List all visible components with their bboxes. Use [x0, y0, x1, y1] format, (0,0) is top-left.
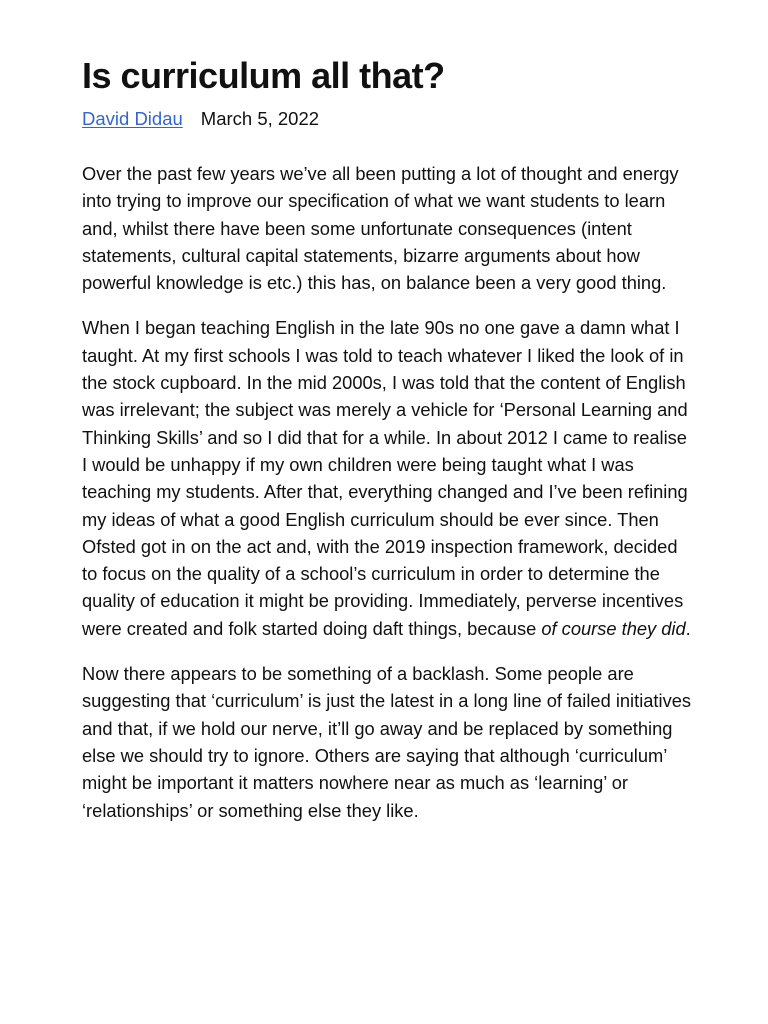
post-title: Is curriculum all that?: [82, 55, 445, 96]
paragraph-1: [82, 160, 692, 296]
paragraph-2-emphasis: of course they did: [541, 617, 686, 639]
paragraph-2-end: .: [685, 617, 691, 639]
paragraph-1-text: Over the past few years we’ve all been putting a lot of thought and energy into trying to improve our specification of what we want students to learn and, whilst there have been some unfortunate consequences (intent statements, cultural capital statements, bizarre arguments about how powerful knowledge is etc.) this has, on balance been a very good thing.: [82, 163, 679, 294]
paragraph-3-text: Now there appears to be something of a backlash. Some people are suggesting that ‘curriculum’ is just the latest in a long line of failed initiatives and that, if we hold our nerve, it’ll go away and be replaced by something else we should try to ignore. Others are saying that although ‘curriculum’ might be important it matters nowhere near as much as ‘learning’ or ‘relationships’ or something else they like.: [82, 663, 692, 821]
paragraph-3: [82, 660, 692, 824]
article: [82, 52, 692, 842]
paragraph-2-text: When I began teaching English in the late 90s no one gave a damn what I taught. At my first schools I was told to teach whatever I liked the look of in the stock cupboard. In the mid 2000s, I was told that the content of English was irrelevant; the subject was merely a vehicle for ‘Personal Learning and Thinking Skills’ and so I did that for a while. In about 2012 I came to realise I would be unhappy if my own children were being taught what I was teaching my students. After that, everything changed and I’ve been refining my ideas of what a good English curriculum should be ever since. Then Ofsted got in on the act and, with the 2019 inspection framework, decided to focus on the quality of a school’s curriculum in order to determine the quality of education it might be providing. Immediately, perverse incentives were created and folk started doing daft things, because: [82, 317, 688, 639]
post-meta: [82, 106, 692, 132]
post-body: [82, 160, 692, 824]
post-date: March 5, 2022: [200, 108, 320, 129]
author-link[interactable]: David Didau: [82, 108, 183, 129]
paragraph-2: [82, 314, 692, 642]
